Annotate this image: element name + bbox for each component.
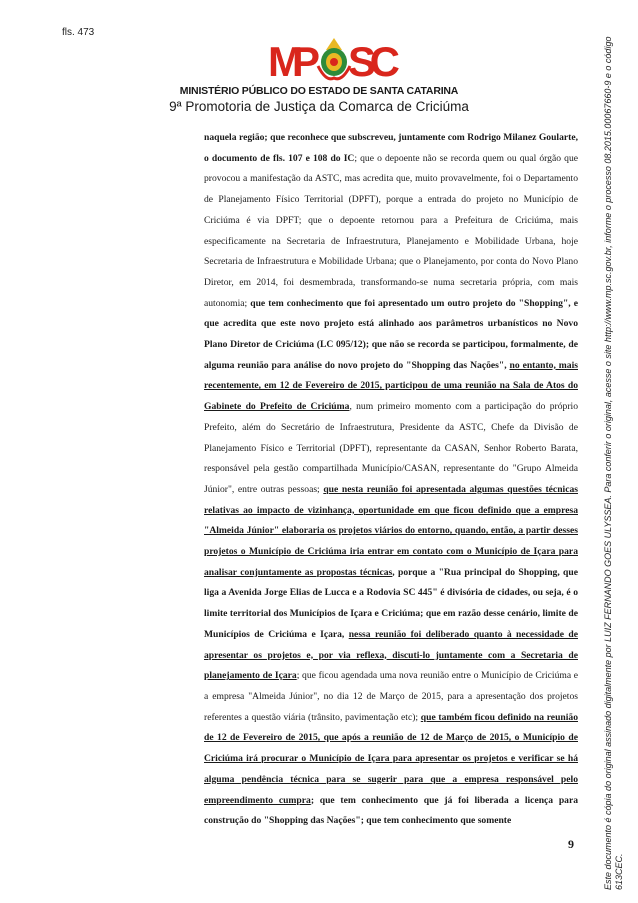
body-segment: que nesta reunião foi apresentada algumas questões técnicas relativas ao impacto de vizinhança, oportunidade em que ficou definido que a empresa "Almeida Júnior" elaboraria os projetos viários do entorno, quando, então, a partir desses projetos o Município de Criciúma iria entrar em contato com o Município de Içara para analisar conjuntamente as propostas técnicas xyxy=(204,483,578,578)
digital-signature-note: Este documento é cópia do original assinado digitalmente por LUIZ FERNANDO GOES ULYSSEA. Para conferir o original, acesse o site http://www.mp.sc.gov.br, informe o processo 08.2015.00067660-9 e o código 613CEC. xyxy=(603,36,624,890)
testimony-body xyxy=(204,128,578,832)
body-segment: nessa reunião foi deliberado quanto à necessidade de apresentar os projetos e, por via reflexa, discuti-lo juntamente com a Secretaria de planejamento de Içara xyxy=(204,628,578,682)
body-segment: , porque a "Rua principal do Shopping, que liga a Avenida Jorge Elias de Lucca e a Rodovia SC 445" é divisória de cidades, ou seja, é o limite territorial dos Municípios de Içara e Criciúma; que em razão desse cenário, limite de Municípios de Criciúma e Içara, xyxy=(204,566,578,640)
svg-text:SC: SC xyxy=(348,38,400,84)
svg-text:MP: MP xyxy=(268,38,320,84)
body-segment: , num primeiro momento com a participação do próprio Prefeito, além do Secretário de Infraestrutura, Presidente da ASTC, Chefe da Divisão de Planejamento Físico e Territorial (DPFT), representante da CASAN, Senhor Roberto Barata, responsável pela gestão compartilhada Município/CASAN, representante do "Grupo Almeida Júnior", entre outras pessoas; xyxy=(204,401,579,495)
logo-letters-mp xyxy=(268,38,320,84)
office-subtitle: 9ª Promotoria de Justiça da Comarca de Criciúma xyxy=(169,99,469,114)
body-segment: que tem conhecimento que foi apresentado um outro projeto do "Shopping", e que acredita que este novo projeto está alinhado aos parâmetros urbanísticos no Novo Plano Diretor de Criciúma (LC 095/12); que não se recorda se participou, formalmente, de alguma reunião para análise do novo projeto do "Shopping das Nações", xyxy=(204,297,579,371)
body-segment: que também ficou definido na reunião de 12 de Fevereiro de 2015, que após a reunião de 12 de Março de 2015, o Município de Criciúma irá procurar o Município de Içara para apresentar os projetos e verificar se há alguma pendência técnica para se sugerir para que a empresa responsável pelo empreendimento cumpra xyxy=(204,711,578,806)
ministry-title: MINISTÉRIO PÚBLICO DO ESTADO DE SANTA CATARINA xyxy=(179,85,459,97)
body-segment: no entanto, mais recentemente, em 12 de Fevereiro de 2015, participou de uma reunião na Sala de Atos do Gabinete do Prefeito de Criciúma xyxy=(204,359,578,413)
body-segment: ; que tem conhecimento que já foi liberada a licença para construção do "Shopping das Nações"; que tem conhecimento que somente xyxy=(204,794,579,827)
body-segment: ; que o depoente não se recorda quem ou qual órgão que provocou a manifestação da ASTC, mas acredita que, muito provavelmente, foi o Departamento de Planejamento Físico Territorial (DPFT), porque a entrada do projeto no Município de Criciúma é via DPFT; que o depoente retornou para a Prefeitura de Criciúma, mais especificamente na Secretaria de Infraestrutura, Planejamento e Mobilidade Urbana, hoje Secretaria de Infraestrutura e Mobilidade Urbana; que o Planejamento, por conta do Novo Plano Diretor, em 2014, foi desmembrada, transformando-se numa secretaria própria, com mais autonomia; xyxy=(204,152,578,309)
mpsc-logo xyxy=(268,32,400,84)
page-stamp: fls. 473 xyxy=(62,27,95,38)
body-segment: ; que ficou agendada uma nova reunião entre o Município de Criciúma e a empresa "Almeida Júnior", no dia 12 de Março de 2015, para a apresentação dos projetos referentes a questão viária (trânsito, pavimentação etc); xyxy=(204,670,579,723)
body-segment: naquela região; que reconhece que subscreveu, juntamente com Rodrigo Milanez Goularte, o documento de fls. 107 e 108 do IC xyxy=(204,132,578,164)
page-number: 9 xyxy=(568,837,574,851)
logo-letters-sc xyxy=(348,38,400,84)
logo-emblem-icon xyxy=(318,38,350,79)
